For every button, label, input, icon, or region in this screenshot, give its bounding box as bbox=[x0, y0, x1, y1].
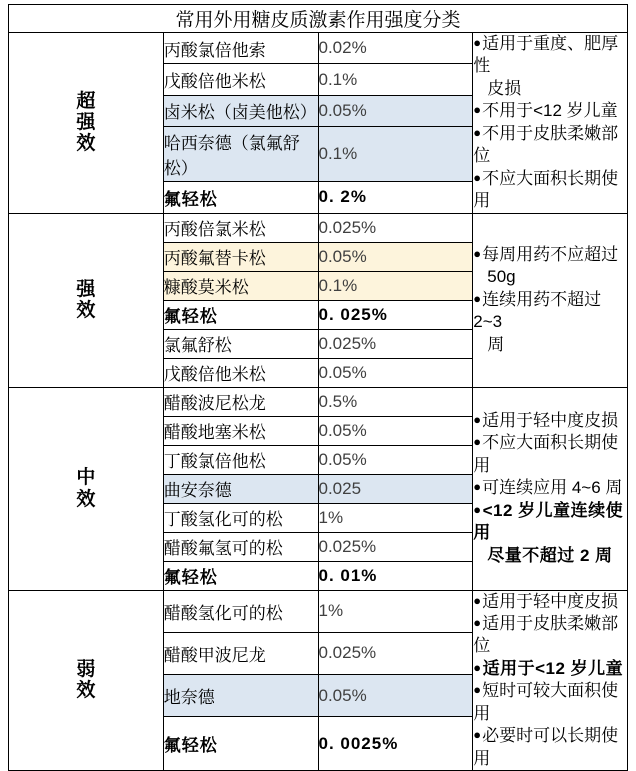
corticosteroid-potency-table bbox=[8, 4, 628, 771]
drug-name: 氯氟舒松 bbox=[163, 329, 318, 358]
category-cell-mild: 弱效 bbox=[9, 590, 164, 771]
drug-name: 醋酸甲波尼龙 bbox=[163, 632, 318, 674]
note-line: ● 必要时可以长期使用 bbox=[473, 725, 627, 770]
page-title: 常用外用糖皮质激素作用强度分类 bbox=[9, 5, 628, 33]
note-line: 周 bbox=[487, 334, 505, 354]
drug-name: 地奈德 bbox=[163, 674, 318, 716]
drug-concentration: 0. 01% bbox=[318, 561, 473, 590]
drug-concentration: 0.1% bbox=[318, 271, 473, 300]
drug-concentration: 0.025% bbox=[318, 213, 473, 242]
drug-concentration: 1% bbox=[318, 503, 473, 532]
note-line: ● 连续用药不超过 2~3 bbox=[473, 289, 627, 334]
drug-name: 丙酸氯倍他索 bbox=[163, 33, 318, 64]
drug-name: 氟轻松 bbox=[163, 561, 318, 590]
note-line: ● <12 岁儿童连续使用 bbox=[473, 500, 627, 545]
note-line: ● 不用于皮肤柔嫩部位 bbox=[473, 123, 627, 168]
note-line: ● 可连续应用 4~6 周 bbox=[473, 477, 627, 499]
note-line: ● 适用于皮肤柔嫩部位 bbox=[473, 613, 627, 658]
note-line: ● 不用于<12 岁儿童 bbox=[473, 100, 627, 122]
drug-name: 丙酸氟替卡松 bbox=[163, 242, 318, 271]
note-line: 50g bbox=[487, 267, 516, 287]
drug-concentration: 0.025% bbox=[318, 532, 473, 561]
notes-cell-super-potent bbox=[473, 33, 628, 214]
drug-name: 哈西奈德（氯氟舒松） bbox=[163, 127, 318, 182]
drug-name: 丁酸氢化可的松 bbox=[163, 503, 318, 532]
note-line: ● 不应大面积长期使用 bbox=[473, 432, 627, 477]
drug-concentration: 0.05% bbox=[318, 242, 473, 271]
drug-name: 丙酸倍氯米松 bbox=[163, 213, 318, 242]
note-line: ● 适用于重度、肥厚性 bbox=[473, 33, 627, 78]
drug-name: 丁酸氯倍他松 bbox=[163, 445, 318, 474]
table-row bbox=[9, 213, 628, 242]
drug-concentration: 0.025% bbox=[318, 632, 473, 674]
note-line: ● 适用于<12 岁儿童 bbox=[473, 658, 627, 680]
drug-concentration: 1% bbox=[318, 590, 473, 632]
table-row bbox=[9, 33, 628, 64]
table-row bbox=[9, 590, 628, 632]
drug-concentration: 0.05% bbox=[318, 416, 473, 445]
note-line: 尽量不超过 2 周 bbox=[487, 545, 613, 565]
drug-name: 戊酸倍他米松 bbox=[163, 358, 318, 387]
drug-concentration: 0.1% bbox=[318, 64, 473, 95]
drug-concentration: 0. 0025% bbox=[318, 717, 473, 771]
drug-name: 醋酸地塞米松 bbox=[163, 416, 318, 445]
drug-name: 糠酸莫米松 bbox=[163, 271, 318, 300]
note-line: ● 适用于轻中度皮损 bbox=[473, 410, 627, 432]
drug-concentration: 0.5% bbox=[318, 387, 473, 416]
category-cell-potent: 强效 bbox=[9, 213, 164, 387]
drug-name: 戊酸倍他米松 bbox=[163, 64, 318, 95]
table-title-row bbox=[9, 5, 628, 33]
drug-name: 氟轻松 bbox=[163, 300, 318, 329]
drug-concentration: 0.05% bbox=[318, 358, 473, 387]
notes-cell-moderate bbox=[473, 387, 628, 590]
drug-concentration: 0. 2% bbox=[318, 182, 473, 213]
drug-concentration: 0.1% bbox=[318, 127, 473, 182]
drug-name: 醋酸氢化可的松 bbox=[163, 590, 318, 632]
drug-name: 卤米松（卤美他松） bbox=[163, 95, 318, 126]
drug-name: 醋酸氟氢可的松 bbox=[163, 532, 318, 561]
drug-name: 醋酸波尼松龙 bbox=[163, 387, 318, 416]
drug-concentration: 0. 025% bbox=[318, 300, 473, 329]
category-cell-moderate: 中效 bbox=[9, 387, 164, 590]
table-row bbox=[9, 387, 628, 416]
notes-cell-potent bbox=[473, 213, 628, 387]
drug-concentration: 0.025 bbox=[318, 474, 473, 503]
note-line: ● 短时可较大面积使用 bbox=[473, 680, 627, 725]
note-line: 皮损 bbox=[487, 78, 522, 98]
category-cell-super-potent: 超强效 bbox=[9, 33, 164, 214]
drug-name: 曲安奈德 bbox=[163, 474, 318, 503]
drug-name: 氟轻松 bbox=[163, 717, 318, 771]
drug-name: 氟轻松 bbox=[163, 182, 318, 213]
drug-concentration: 0.05% bbox=[318, 674, 473, 716]
note-line: ● 不应大面积长期使用 bbox=[473, 168, 627, 213]
drug-concentration: 0.05% bbox=[318, 445, 473, 474]
notes-cell-mild bbox=[473, 590, 628, 771]
note-line: ● 每周用药不应超过 bbox=[473, 244, 627, 266]
drug-concentration: 0.05% bbox=[318, 95, 473, 126]
note-line: ● 适用于轻中度皮损 bbox=[473, 591, 627, 613]
drug-concentration: 0.025% bbox=[318, 329, 473, 358]
drug-concentration: 0.02% bbox=[318, 33, 473, 64]
